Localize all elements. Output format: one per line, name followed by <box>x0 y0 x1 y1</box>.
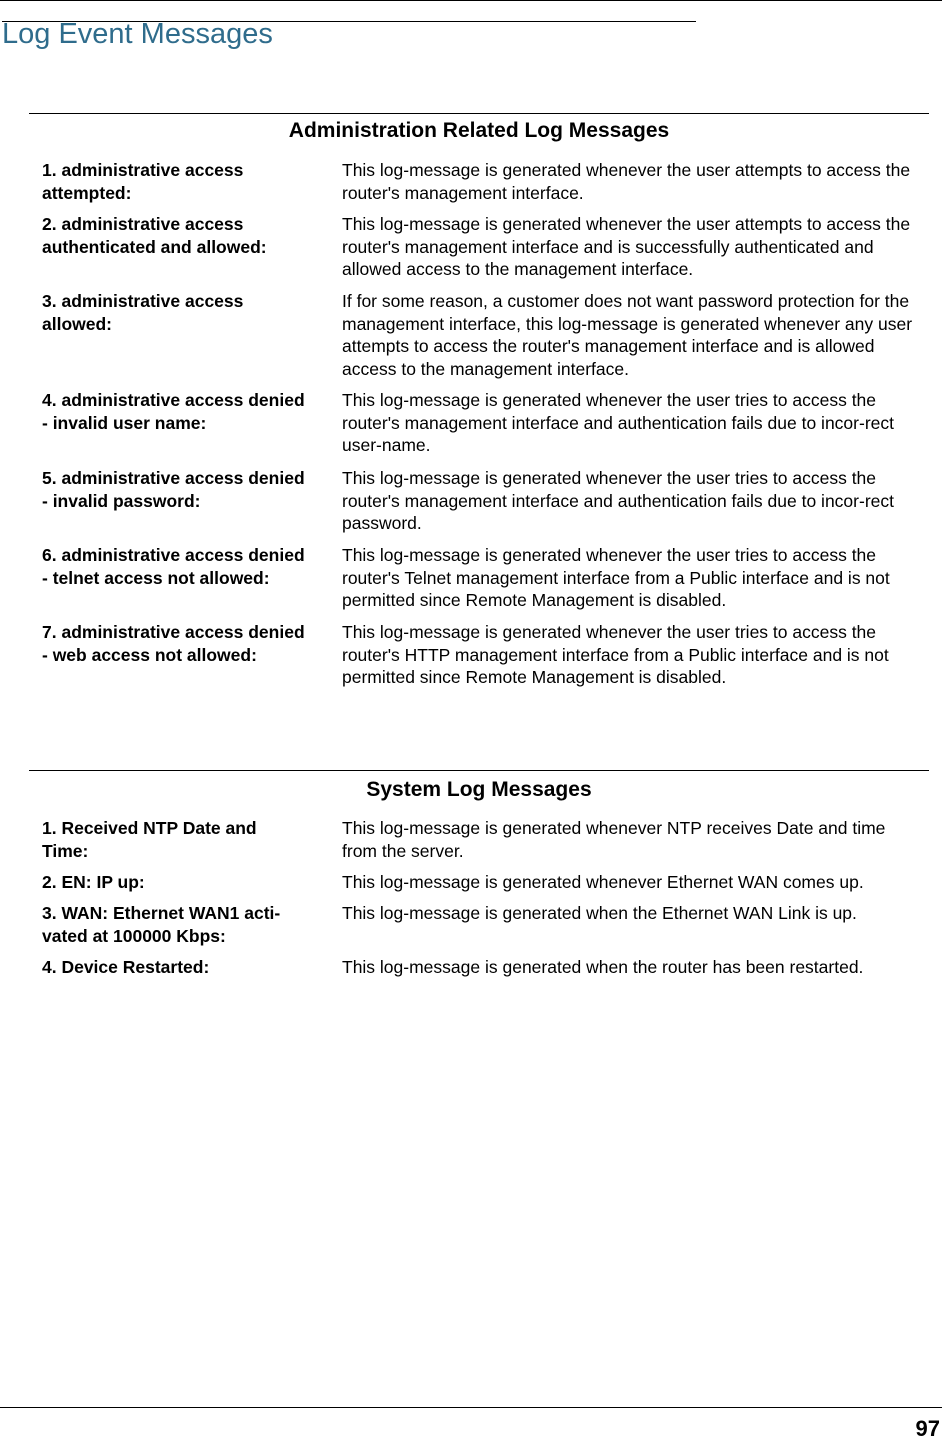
log-description: If for some reason, a customer does not want password protection for the management interface, this log-message is generated whenever any user attempts to access the router's management interface and is allowed access to the management interface. <box>342 291 913 379</box>
log-term: 3. administrative access allowed: <box>42 291 244 334</box>
system-section-rule <box>29 770 929 771</box>
log-term: 2. EN: IP up: <box>42 872 145 892</box>
footer-rule <box>0 1407 942 1408</box>
log-term: 2. administrative access authenticated and allowed: <box>42 214 267 257</box>
log-description: This log-message is generated whenever NTP receives Date and time from the server. <box>342 818 886 861</box>
log-term: 5. administrative access denied - invalid password: <box>42 468 305 511</box>
log-term: 4. Device Restarted: <box>42 957 210 977</box>
log-description: This log-message is generated whenever the user attempts to access the router's management interface and is successfully authenticated and allowed access to the management interface. <box>342 214 911 280</box>
log-term: 6. administrative access denied - telnet access not allowed: <box>42 545 305 588</box>
log-description: This log-message is generated whenever the user tries to access the router's management interface and authentication fails due to incor-rect user-name. <box>342 390 894 456</box>
system-section-title: System Log Messages <box>366 778 592 801</box>
log-description: This log-message is generated when the Ethernet WAN Link is up. <box>342 903 857 923</box>
log-description: This log-message is generated whenever Ethernet WAN comes up. <box>342 872 864 892</box>
admin-section-rule <box>29 113 929 114</box>
log-term: 1. administrative access attempted: <box>42 160 244 203</box>
log-description: This log-message is generated whenever the user attempts to access the router's management interface. <box>342 160 911 203</box>
log-description: This log-message is generated whenever the user tries to access the router's Telnet management interface from a Public interface and is not permitted since Remote Management is disabled. <box>342 545 890 611</box>
log-term: 4. administrative access denied - invalid user name: <box>42 390 305 433</box>
page-number: 97 <box>915 1416 940 1441</box>
log-description: This log-message is generated whenever the user tries to access the router's HTTP management interface from a Public interface and is not permitted since Remote Management is disabled. <box>342 622 889 688</box>
log-term: 1. Received NTP Date and Time: <box>42 818 257 861</box>
admin-section-title: Administration Related Log Messages <box>288 119 670 142</box>
log-description: This log-message is generated when the router has been restarted. <box>342 957 864 977</box>
log-term: 3. WAN: Ethernet WAN1 acti-vated at 100000 Kbps: <box>42 903 281 946</box>
page-title: Log Event Messages <box>2 18 273 50</box>
log-description: This log-message is generated whenever the user tries to access the router's management interface and authentication fails due to incor-rect password. <box>342 468 894 534</box>
log-term: 7. administrative access denied - web access not allowed: <box>42 622 305 665</box>
top-rule <box>0 0 942 1</box>
